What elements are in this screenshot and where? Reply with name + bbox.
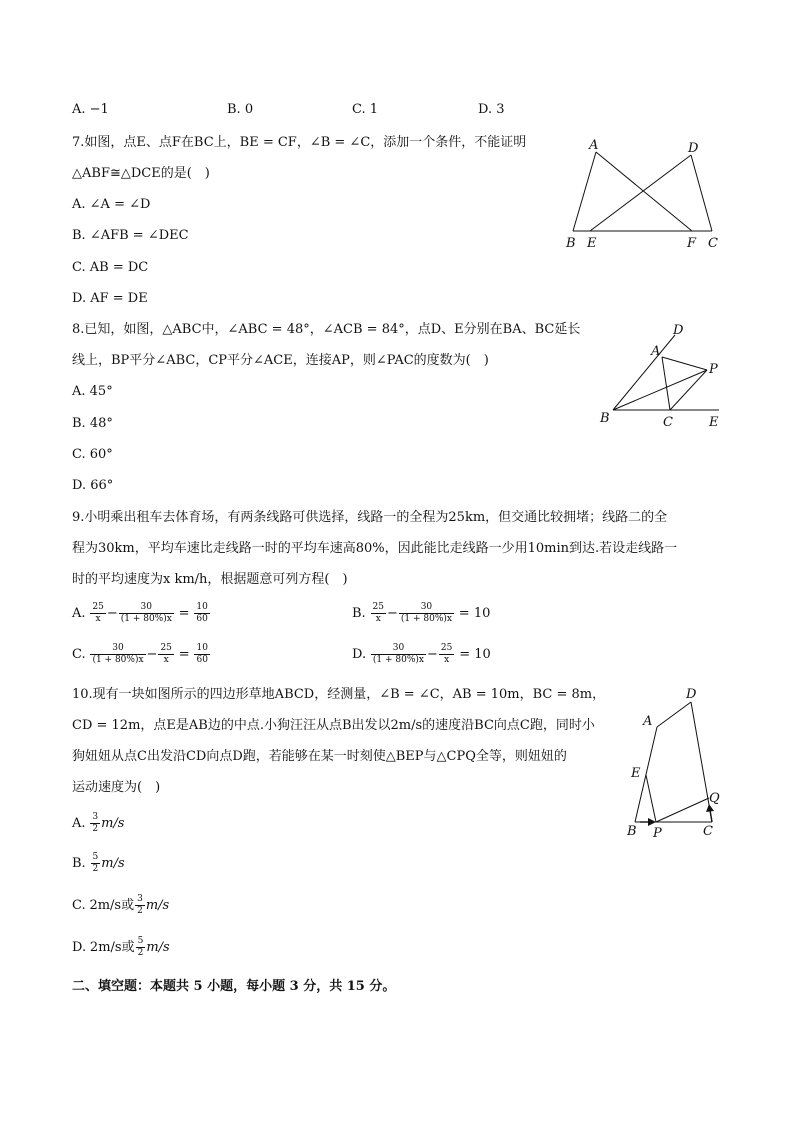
- q10-option-d: D. 2m/s或 $\frac{5}{2}$ m/s: [72, 936, 170, 958]
- q7-label-a: A: [589, 138, 599, 153]
- q10-option-a: A. $\frac{3}{2}$ m/s: [72, 812, 125, 834]
- q8-label-d: D: [673, 323, 684, 338]
- section-heading-fill-in: 二、填空题：本题共 5 小题，每小题 3 分，共 15 分。: [72, 979, 396, 994]
- q8-option-a: A. 45°: [72, 384, 113, 399]
- q7-label-f: F: [687, 236, 697, 251]
- q8-label-p: P: [709, 362, 718, 377]
- q7-label-d: D: [688, 141, 699, 156]
- q10-label-d: D: [686, 687, 697, 702]
- q8-segment-ac: [662, 357, 670, 410]
- q10-stem-line-1: 10.现有一块如图所示的四边形草地ABCD，经测量，∠B = ∠C，AB = 10m，BC = 8m，: [72, 687, 606, 702]
- q6-option-d: D. 3: [478, 102, 505, 117]
- q7-segment-dc: [691, 155, 712, 231]
- q8-segment-bp: [613, 370, 707, 410]
- q7-label-b: B: [566, 236, 576, 251]
- q8-segment-ap: [662, 357, 707, 370]
- q7-stem-line-2: △ABF≅△DCE的是( ): [72, 166, 210, 181]
- q9-option-a: A. $\frac{25}{x}$ − $\frac{30}{(1 + 80\%)x}$ = $\frac{10}{60}$: [72, 602, 208, 624]
- q8-stem-line-1: 8.已知，如图，△ABC中，∠ABC = 48°，∠ACB = 84°，点D、E分别在BA、BC延长: [72, 322, 581, 337]
- q9-option-d: D. $\frac{30}{(1 + 80\%)x}$ − $\frac{25}{x}$ = 10: [352, 643, 491, 665]
- q8-stem-line-2: 线上，BP平分∠ABC，CP平分∠ACE，连接AP，则∠PAC的度数为( ): [72, 353, 489, 368]
- q10-segment-pq: [656, 798, 709, 822]
- q10-label-q: Q: [709, 791, 720, 806]
- q6-option-c: C. 1: [352, 102, 379, 117]
- q10-label-c: C: [703, 824, 713, 839]
- q7-segment-af: [596, 152, 692, 231]
- q10-label-b: B: [627, 824, 637, 839]
- q10-segment-ep: [646, 775, 656, 822]
- q10-option-b: B. $\frac{5}{2}$ m/s: [72, 852, 125, 874]
- q10-arrow-shaft-cq: [710, 810, 712, 822]
- q7-segment-ed: [590, 155, 691, 231]
- q8-option-b: B. 48°: [72, 416, 113, 431]
- q8-segment-bd: [613, 335, 675, 410]
- q10-option-c: C. 2m/s或 $\frac{3}{2}$ m/s: [72, 894, 170, 916]
- q10-label-p: P: [653, 826, 662, 840]
- q8-option-d: D. 66°: [72, 478, 114, 493]
- q8-label-a: A: [651, 344, 661, 359]
- q9-stem-line-2: 程为30km，平均车速比走线路一时的平均车速高80%，因此能比走线路一少用10min到达.若设走线路一: [72, 541, 678, 556]
- q8-label-e: E: [709, 415, 719, 430]
- q7-option-c: C. AB = DC: [72, 260, 149, 275]
- q8-label-b: B: [600, 411, 610, 426]
- q7-stem-line-1: 7.如图，点E、点F在BC上，BE = CF，∠B = ∠C，添加一个条件，不能证明: [72, 135, 527, 150]
- q7-label-c: C: [708, 236, 718, 251]
- q10-segment-ad: [657, 702, 691, 727]
- q9-stem-line-1: 9.小明乘出租车去体育场，有两条线路可供选择，线路一的全程为25km，但交通比较拥堵；线路二的全: [72, 510, 668, 525]
- q10-label-e: E: [631, 766, 641, 781]
- q7-option-a: A. ∠A = ∠D: [72, 197, 151, 212]
- q8-option-c: C. 60°: [72, 447, 113, 462]
- q10-stem-line-4: 运动速度为( ): [72, 780, 161, 795]
- q10-label-a: A: [643, 714, 653, 729]
- q7-label-e: E: [587, 236, 597, 251]
- q8-figure: [595, 320, 730, 435]
- q6-option-a: A. −1: [72, 102, 109, 117]
- q7-option-d: D. AF = DE: [72, 291, 148, 306]
- q10-arrow-head-bp: [648, 818, 656, 826]
- q9-option-c: C. $\frac{30}{(1 + 80\%)x}$ − $\frac{25}{x}$ = $\frac{10}{60}$: [72, 643, 208, 665]
- q8-segment-cp: [670, 370, 707, 410]
- q6-option-b: B. 0: [227, 102, 254, 117]
- q9-stem-line-3: 时的平均速度为x km/h，根据题意可列方程( ): [72, 572, 348, 587]
- q8-label-c: C: [663, 415, 673, 430]
- q10-stem-line-2: CD = 12m，点E是AB边的中点.小狗汪汪从点B出发以2m/s的速度沿BC向点C跑，同时小: [72, 718, 595, 733]
- q9-option-b: B. $\frac{25}{x}$ − $\frac{30}{(1 + 80\%)x}$ = 10: [352, 602, 491, 624]
- q7-option-b: B. ∠AFB = ∠DEC: [72, 228, 189, 243]
- q10-figure: [620, 680, 730, 840]
- q10-stem-line-3: 狗妞妞从点C出发沿CD向点D跑，若能够在某一时刻使△BEP与△CPQ全等，则妞妞的: [72, 749, 567, 764]
- q7-segment-ba: [573, 152, 596, 231]
- q7-figure: [560, 135, 730, 255]
